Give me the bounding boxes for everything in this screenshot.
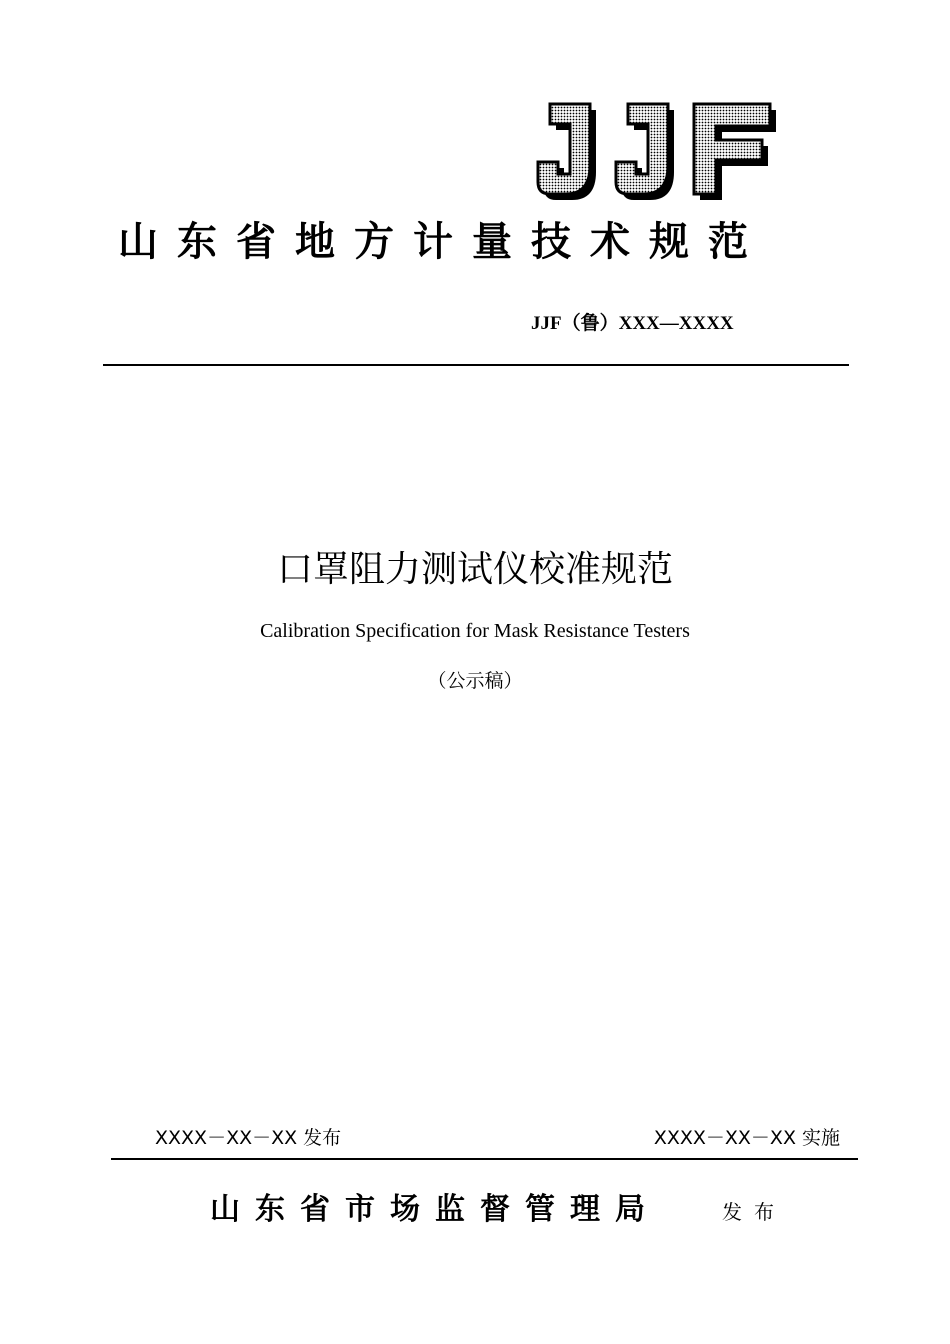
issuing-authority: 山东省市场监督管理局 xyxy=(210,1192,660,1227)
header-divider xyxy=(103,364,849,366)
jjf-logo xyxy=(536,100,780,204)
issue-date: XXXX－XX－XX 发布 xyxy=(155,1127,342,1149)
document-title-en: Calibration Specification for Mask Resistance Testers xyxy=(260,620,690,642)
document-title-zh: 口罩阻力测试仪校准规范 xyxy=(276,549,673,590)
footer-divider xyxy=(111,1158,858,1160)
issuing-authority-suffix: 发布 xyxy=(722,1200,786,1224)
draft-status-note: （公示稿） xyxy=(427,670,523,692)
series-title: 山东省地方计量技术规范 xyxy=(118,218,767,265)
effective-date: XXXX－XX－XX 实施 xyxy=(653,1127,840,1149)
document-number: JJF（鲁）XXX—XXXX xyxy=(531,313,734,334)
